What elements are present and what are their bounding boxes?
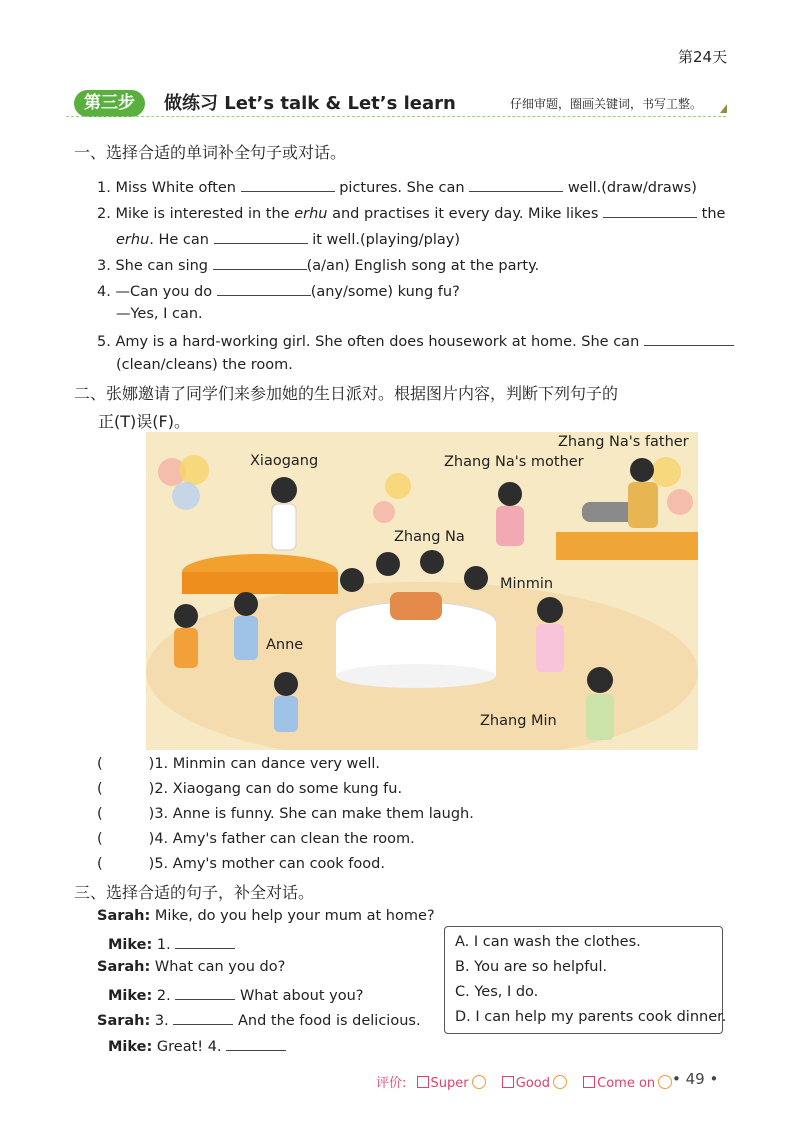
q1-text-a: 1. Miss White often	[97, 180, 236, 196]
answer-blank[interactable]	[214, 229, 308, 244]
tf-text: )5. Amy's mother can cook food.	[148, 856, 385, 872]
dialog-line-6	[108, 1036, 286, 1055]
q1-line	[97, 177, 697, 196]
answer-blank[interactable]	[175, 985, 235, 1000]
step-band	[66, 88, 730, 120]
answer-blank[interactable]	[644, 331, 734, 346]
q2-line2	[116, 229, 460, 248]
tf-item-3	[97, 806, 474, 822]
dialog-text: Mike, do you help your mum at home?	[154, 908, 435, 924]
option-b: B. You are so helpful.	[455, 959, 608, 975]
step-badge: 第三步	[74, 90, 145, 117]
tf-paren[interactable]: (	[97, 831, 103, 847]
checkbox-super[interactable]	[417, 1076, 429, 1088]
label-zhangna: Zhang Na	[394, 529, 465, 545]
dialog-line-3	[97, 959, 285, 975]
q4-text-a: 4. —Can you do	[97, 284, 213, 300]
section2-title-line2: 正(T)误(F)。	[98, 412, 190, 431]
dialog-line-1	[97, 908, 435, 924]
option-d: D. I can help my parents cook dinner.	[455, 1009, 727, 1025]
option-a: A. I can wash the clothes.	[455, 934, 641, 950]
evaluation-row	[376, 1072, 672, 1091]
answer-blank[interactable]	[241, 177, 335, 192]
answer-blank[interactable]	[603, 203, 697, 218]
dashed-divider	[66, 116, 726, 117]
answer-blank[interactable]	[173, 1010, 233, 1025]
eval-label: 评价:	[376, 1076, 407, 1091]
page-number: • 49 •	[672, 1070, 719, 1088]
label-zhangmin: Zhang Min	[480, 713, 557, 729]
label-zhangna-mother: Zhang Na's mother	[444, 454, 584, 470]
dialog-line-2	[108, 934, 235, 953]
step-title: 做练习 Let’s talk & Let’s learn	[164, 93, 456, 114]
dialog-text: 3.	[154, 1013, 169, 1029]
q3-text-b: (a/an) English song at the party.	[306, 258, 540, 274]
dialog-text: What can you do?	[154, 959, 286, 975]
dialog-text: 1.	[156, 937, 171, 953]
tf-paren[interactable]: (	[97, 781, 103, 797]
eval-comeon-label: Come on	[597, 1076, 656, 1091]
tf-paren[interactable]: (	[97, 756, 103, 772]
speaker-sarah: Sarah:	[97, 908, 151, 924]
answer-blank[interactable]	[213, 255, 307, 270]
tf-text: )3. Anne is funny. She can make them laugh.	[148, 806, 474, 822]
tf-item-2	[97, 781, 402, 797]
party-scene-svg	[146, 432, 698, 750]
q1-text-c: well.(draw/draws)	[567, 180, 697, 196]
tf-paren[interactable]: (	[97, 806, 103, 822]
smiley-icon	[472, 1075, 486, 1089]
q5-line1	[97, 331, 734, 350]
q2-text-b: and practises it every day. Mike likes	[332, 206, 599, 222]
answer-blank[interactable]	[226, 1036, 286, 1051]
day-label: 第24天	[678, 48, 728, 66]
tf-text: )2. Xiaogang can do some kung fu.	[148, 781, 403, 797]
q5-line2: (clean/cleans) the room.	[116, 357, 293, 373]
q2-erhu: erhu	[294, 206, 328, 222]
q4-line1	[97, 281, 460, 300]
tf-text: )1. Minmin can dance very well.	[148, 756, 380, 772]
leaf-icon	[720, 104, 727, 113]
tf-item-1	[97, 756, 380, 772]
q2-text-c: the	[701, 206, 726, 222]
q3-text-a: 3. She can sing	[97, 258, 209, 274]
label-xiaogang: Xiaogang	[250, 453, 319, 469]
dialog-text: 2.	[156, 988, 171, 1004]
tf-item-5	[97, 856, 385, 872]
label-anne: Anne	[266, 637, 304, 653]
q5-text-a: 5. Amy is a hard-working girl. She often does housework at home. She can	[97, 334, 640, 350]
dialog-text: Great! 4.	[156, 1039, 222, 1055]
dialog-line-4	[108, 985, 363, 1004]
section2-title-line1: 二、张娜邀请了同学们来参加她的生日派对。根据图片内容，判断下列句子的	[74, 384, 619, 403]
eval-super-label: Super	[430, 1076, 469, 1091]
q2-text-d: . He can	[149, 232, 209, 248]
q2-erhu: erhu	[116, 232, 150, 248]
eval-good-label: Good	[515, 1076, 550, 1091]
q4-line2: —Yes, I can.	[116, 306, 203, 322]
label-zhangna-father: Zhang Na's father	[558, 434, 689, 450]
answer-blank[interactable]	[469, 177, 563, 192]
smiley-icon	[658, 1075, 672, 1089]
dialog-line-5	[97, 1010, 421, 1029]
speaker-sarah: Sarah:	[97, 959, 151, 975]
tf-item-4	[97, 831, 415, 847]
q2-text-a: 2. Mike is interested in the	[97, 206, 290, 222]
speaker-mike: Mike:	[108, 937, 153, 953]
speaker-sarah: Sarah:	[97, 1013, 151, 1029]
q2-line1	[97, 203, 725, 222]
smiley-icon	[553, 1075, 567, 1089]
q4-text-b: (any/some) kung fu?	[310, 284, 460, 300]
label-minmin: Minmin	[500, 576, 554, 592]
section3-title: 三、选择合适的句子，补全对话。	[74, 883, 315, 902]
dialog-text: What about you?	[239, 988, 364, 1004]
speaker-mike: Mike:	[108, 1039, 153, 1055]
q3-line	[97, 255, 539, 274]
dialog-text: And the food is delicious.	[237, 1013, 421, 1029]
party-illustration	[146, 432, 698, 750]
answer-blank[interactable]	[217, 281, 311, 296]
option-c: C. Yes, I do.	[455, 984, 539, 1000]
speaker-mike: Mike:	[108, 988, 153, 1004]
tip-text: 仔细审题，圈画关键词，书写工整。	[510, 97, 703, 111]
q2-text-e: it well.(playing/play)	[312, 232, 460, 248]
options-box	[444, 926, 727, 1034]
checkbox-good[interactable]	[502, 1076, 514, 1088]
section1-title: 一、选择合适的单词补全句子或对话。	[74, 143, 347, 162]
tf-paren[interactable]: (	[97, 856, 103, 872]
answer-blank[interactable]	[175, 934, 235, 949]
checkbox-comeon[interactable]	[583, 1076, 595, 1088]
q1-text-b: pictures. She can	[339, 180, 465, 196]
tf-text: )4. Amy's father can clean the room.	[148, 831, 415, 847]
